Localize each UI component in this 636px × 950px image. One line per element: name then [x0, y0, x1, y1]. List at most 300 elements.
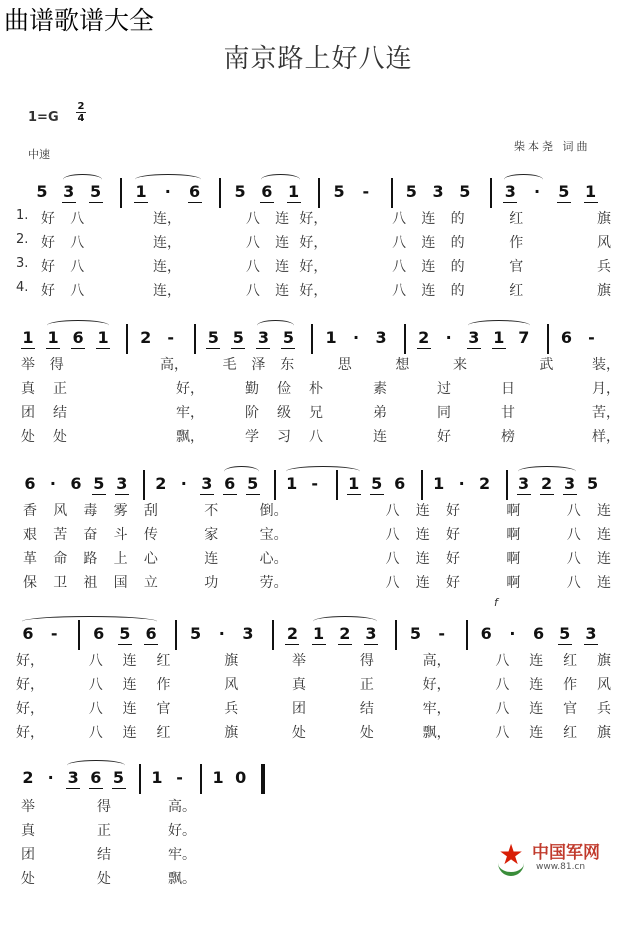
note: 5 [234, 182, 246, 201]
note: 5 [109, 768, 129, 787]
lyric-syllable: 官 [509, 259, 524, 275]
lyric-syllable: 兵 [597, 259, 611, 275]
bar-line [506, 470, 508, 500]
note: 1 [286, 474, 298, 493]
bar-line [120, 178, 122, 208]
leaf-icon [498, 858, 524, 876]
note: 0 [235, 768, 247, 787]
note: - [588, 328, 595, 347]
lyric-syllable: 旗 [597, 653, 611, 669]
lyric-syllable: 好 [41, 211, 55, 227]
lyric-syllable: 八 [495, 701, 510, 717]
slur [224, 466, 259, 477]
note: 2 [140, 328, 152, 347]
lyric-syllable: 的 [450, 259, 465, 275]
note: 5 [278, 328, 298, 347]
lyric-syllable: 真 [21, 823, 35, 839]
lyric-syllable: 八 [309, 429, 323, 445]
lyric-row [0, 524, 636, 546]
lyric-syllable: 飘， [176, 429, 204, 445]
note: 5 [405, 182, 417, 201]
note: · [534, 182, 541, 201]
lyric-syllable: 连 [421, 211, 436, 227]
slur [67, 760, 124, 771]
lyric-syllable: 作 [509, 235, 524, 251]
note: 5 [243, 474, 263, 493]
lyric-syllable: 连 [373, 429, 387, 445]
note: 5 [228, 328, 248, 347]
bar-line [126, 324, 128, 354]
lyric-syllable: 心。 [259, 551, 288, 567]
lyric-syllable: 作 [156, 677, 171, 693]
note: 2 [479, 474, 491, 493]
note: 6 [257, 182, 277, 201]
lyric-syllable: 红 [563, 653, 578, 669]
lyric-syllable: 高， [160, 357, 188, 373]
lyric-syllable: 榜 [501, 429, 515, 445]
note: 5 [409, 624, 422, 643]
lyric-syllable: 连 [122, 701, 137, 717]
lyric-syllable: 路 [83, 551, 98, 567]
lyric-syllable: 连 [275, 235, 290, 251]
lyric-syllable: 好， [299, 283, 328, 299]
note-row [0, 318, 636, 354]
note: 1 [284, 182, 304, 201]
slur [504, 174, 543, 185]
note: · [458, 474, 465, 493]
note: 2 [22, 768, 34, 787]
note: · [509, 624, 516, 643]
note: 1 [325, 328, 337, 347]
lyric-syllable: 风 [53, 503, 68, 519]
lyric-syllable: 得 [359, 653, 374, 669]
note: 1 [433, 474, 445, 493]
lyric-syllable: 连 [415, 527, 430, 543]
time-signature [76, 101, 86, 124]
note-row [0, 464, 636, 500]
lyric-row [0, 354, 636, 376]
verse-number: 1. [16, 208, 29, 223]
note: 5 [555, 624, 575, 643]
lyric-syllable: 红 [509, 211, 524, 227]
song-title: 南京路上好八连 [223, 44, 413, 74]
note: 1 [489, 328, 509, 347]
lyric-syllable: 八 [245, 259, 260, 275]
note: - [438, 624, 445, 643]
lyric-syllable: 啊 [506, 503, 521, 519]
note: 5 [189, 624, 202, 643]
lyric-syllable: 得 [97, 799, 111, 815]
note: 2 [335, 624, 355, 643]
lyric-syllable: 日 [501, 381, 515, 397]
lyric-syllable: 牢， [422, 701, 451, 717]
lyric-syllable: 官 [563, 701, 578, 717]
lyric-syllable: 八 [566, 575, 581, 591]
note: - [176, 768, 183, 787]
note-row [0, 614, 636, 650]
lyric-syllable: 连 [529, 701, 544, 717]
lyric-syllable: 处 [359, 725, 374, 741]
lyric-syllable: 八 [385, 551, 400, 567]
bar-line [395, 620, 397, 650]
note: 5 [367, 474, 387, 493]
lyric-syllable: 好 [445, 551, 460, 567]
lyric-syllable: 不 [204, 503, 219, 519]
lyric-syllable: 的 [450, 283, 465, 299]
slur [468, 320, 530, 331]
lyric-syllable: 连 [415, 575, 430, 591]
lyric-syllable: 正 [53, 381, 67, 397]
lyric-syllable: 好， [16, 677, 44, 693]
lyric-syllable: 兄 [309, 405, 323, 421]
lyric-syllable: 的 [450, 211, 465, 227]
lyric-row [0, 426, 636, 448]
lyric-syllable: 连 [122, 653, 137, 669]
verse-number: 3. [16, 256, 29, 271]
lyric-syllable: 八 [88, 701, 103, 717]
note: 6 [532, 624, 545, 643]
lyric-syllable: 连 [415, 551, 430, 567]
lyric-syllable: 处 [53, 429, 67, 445]
lyric-syllable: 八 [392, 259, 407, 275]
lyric-syllable: 斗 [113, 527, 128, 543]
lyric-syllable: 苦 [53, 527, 68, 543]
lyric-syllable: 处 [21, 429, 35, 445]
lyric-syllable: 好 [445, 503, 460, 519]
time-denominator: 4 [77, 113, 85, 124]
lyric-syllable: 朴 [309, 381, 323, 397]
lyric-syllable: 处 [292, 725, 307, 741]
lyric-syllable: 举 [292, 653, 307, 669]
lyric-syllable: 旗 [597, 725, 611, 741]
bar-line [139, 764, 141, 794]
lyric-syllable: 连 [275, 283, 290, 299]
bar-line [391, 178, 393, 208]
slur [63, 174, 102, 185]
lyric-syllable: 保 [23, 575, 37, 591]
lyric-syllable: 勤 [245, 381, 259, 397]
lyric-syllable: 思 [337, 357, 352, 373]
lyric-syllable: 八 [385, 575, 400, 591]
lyric-syllable: 八 [88, 725, 103, 741]
note: 6 [24, 474, 36, 493]
lyric-row [0, 378, 636, 400]
lyric-syllable: 八 [495, 653, 510, 669]
note: 6 [220, 474, 240, 493]
lyric-syllable: 八 [566, 551, 581, 567]
note: - [50, 624, 58, 643]
lyric-syllable: 连， [153, 211, 182, 227]
lyric-syllable: 同 [437, 405, 451, 421]
lyric-syllable: 好 [41, 259, 55, 275]
lyric-syllable: 兵 [224, 701, 239, 717]
lyric-syllable: 劳。 [259, 575, 288, 591]
lyric-syllable: 装， [592, 357, 620, 373]
note: 1 [309, 624, 329, 643]
lyric-syllable: 香 [23, 503, 37, 519]
lyric-syllable: 毒 [83, 503, 98, 519]
note-row [0, 758, 636, 794]
note: 3 [59, 182, 79, 201]
lyric-syllable: 啊 [506, 575, 521, 591]
note: 5 [86, 182, 106, 201]
lyric-syllable: 旗 [597, 211, 611, 227]
lyric-syllable: 八 [70, 259, 85, 275]
lyric-syllable: 素 [373, 381, 387, 397]
lyric-syllable: 牢， [176, 405, 204, 421]
tempo-marking: 中速 [28, 148, 50, 161]
lyric-syllable: 连 [122, 677, 137, 693]
lyric-syllable: 心 [143, 551, 158, 567]
lyric-syllable: 命 [53, 551, 68, 567]
note: 6 [93, 624, 105, 643]
lyric-syllable: 牢。 [168, 847, 196, 863]
lyric-syllable: 八 [245, 235, 260, 251]
lyric-row [0, 722, 636, 744]
lyric-row [0, 796, 636, 818]
red-star-icon: ★ [498, 838, 524, 871]
slur [261, 174, 300, 185]
note: 6 [86, 768, 106, 787]
lyric-syllable: 八 [495, 725, 510, 741]
lyric-syllable: 好， [299, 235, 328, 251]
lyric-syllable: 八 [566, 527, 581, 543]
lyric-syllable: 习 [277, 429, 291, 445]
lyric-syllable: 连 [529, 725, 544, 741]
slur [135, 174, 201, 185]
lyric-syllable: 八 [392, 211, 407, 227]
lyric-syllable: 八 [88, 653, 103, 669]
lyric-syllable: 连 [597, 527, 611, 543]
lyric-syllable: 阶 [245, 405, 259, 421]
lyric-row [0, 650, 636, 672]
lyric-syllable: 连 [275, 211, 290, 227]
lyric-syllable: 连 [204, 551, 219, 567]
note-row [0, 172, 636, 208]
lyric-row [0, 500, 636, 522]
lyric-syllable: 月， [592, 381, 620, 397]
watermark-url: www.81.cn [536, 862, 586, 872]
note: 3 [432, 182, 444, 201]
lyric-syllable: 八 [495, 677, 510, 693]
lyric-syllable: 高。 [168, 799, 196, 815]
note: - [362, 182, 370, 201]
note: · [218, 624, 225, 643]
note: · [180, 474, 187, 493]
key-signature: 1=G [28, 110, 59, 125]
lyric-syllable: 举 [21, 357, 35, 373]
lyric-row [0, 548, 636, 570]
lyric-syllable: 连 [421, 283, 436, 299]
lyric-row [0, 674, 636, 696]
lyric-syllable: 八 [70, 211, 85, 227]
note: 7 [518, 328, 530, 347]
note: 2 [414, 328, 434, 347]
lyric-syllable: 兵 [597, 701, 611, 717]
note: 1 [212, 768, 224, 787]
lyric-syllable: 好 [445, 527, 460, 543]
lyric-syllable: 八 [245, 283, 260, 299]
lyric-syllable: 啊 [506, 527, 521, 543]
lyric-syllable: 过 [437, 381, 451, 397]
note: - [311, 474, 319, 493]
note: 5 [554, 182, 574, 201]
lyric-syllable: 传 [143, 527, 158, 543]
lyric-syllable: 真 [21, 381, 35, 397]
note: - [167, 328, 175, 347]
note: 6 [70, 474, 82, 493]
lyric-syllable: 真 [292, 677, 307, 693]
note: · [353, 328, 360, 347]
note: 5 [459, 182, 471, 201]
bar-line [175, 620, 177, 650]
time-numerator: 2 [77, 101, 85, 112]
lyric-syllable: 八 [392, 235, 407, 251]
lyric-syllable: 雾 [113, 503, 128, 519]
note: 1 [131, 182, 151, 201]
note: · [164, 182, 171, 201]
lyric-syllable: 好 [41, 283, 55, 299]
lyric-syllable: 八 [385, 527, 400, 543]
lyric-syllable: 连， [153, 283, 182, 299]
lyric-syllable: 得 [49, 357, 64, 373]
note: 1 [93, 328, 113, 347]
lyric-syllable: 红 [156, 725, 171, 741]
note: 6 [185, 182, 205, 201]
lyric-syllable: 举 [21, 799, 35, 815]
lyric-syllable: 处 [21, 871, 35, 887]
lyric-row [0, 698, 636, 720]
note: 6 [68, 328, 88, 347]
lyric-syllable: 好， [299, 259, 328, 275]
lyric-syllable: 结 [53, 405, 67, 421]
lyric-syllable: 级 [277, 405, 291, 421]
verse-number: 2. [16, 232, 29, 247]
lyric-row [0, 256, 636, 278]
lyric-syllable: 连 [415, 503, 430, 519]
lyric-syllable: 家 [204, 527, 219, 543]
lyric-syllable: 结 [97, 847, 111, 863]
bar-line [547, 324, 549, 354]
slur [22, 616, 157, 627]
lyric-syllable: 奋 [83, 527, 98, 543]
note: 1 [18, 328, 38, 347]
lyric-syllable: 团 [21, 847, 35, 863]
lyric-syllable: 好， [176, 381, 204, 397]
note: · [49, 474, 56, 493]
lyric-syllable: 革 [23, 551, 37, 567]
lyric-row [0, 402, 636, 424]
note: 3 [197, 474, 217, 493]
lyric-syllable: 国 [113, 575, 128, 591]
lyric-row [0, 232, 636, 254]
lyric-syllable: 好， [16, 653, 44, 669]
note: 1 [581, 182, 601, 201]
note: · [47, 768, 54, 787]
lyric-syllable: 飘。 [168, 871, 196, 887]
lyric-syllable: 立 [143, 575, 158, 591]
lyric-syllable: 八 [385, 503, 400, 519]
lyric-syllable: 好， [299, 211, 328, 227]
lyric-syllable: 啊 [506, 551, 521, 567]
lyric-syllable: 甘 [501, 405, 515, 421]
lyric-syllable: 八 [70, 235, 85, 251]
bar-line [200, 764, 202, 794]
lyric-syllable: 旗 [224, 725, 239, 741]
lyric-syllable: 红 [156, 653, 171, 669]
lyric-syllable: 连 [122, 725, 137, 741]
note: 5 [115, 624, 135, 643]
lyric-syllable: 连， [153, 235, 182, 251]
note: 6 [141, 624, 161, 643]
lyric-syllable: 处 [97, 871, 111, 887]
note: 6 [22, 624, 34, 643]
lyric-syllable: 艰 [23, 527, 37, 543]
lyric-syllable: 连 [529, 677, 544, 693]
note: 2 [155, 474, 167, 493]
lyric-syllable: 结 [359, 701, 374, 717]
lyric-syllable: 团 [292, 701, 307, 717]
note: 2 [282, 624, 302, 643]
slur [257, 320, 294, 331]
lyric-syllable: 泽 [251, 357, 266, 373]
lyric-syllable: 功 [204, 575, 219, 591]
note: 3 [361, 624, 381, 643]
final-bar-line [261, 764, 265, 794]
lyric-syllable: 红 [563, 725, 578, 741]
note: 5 [333, 182, 345, 201]
lyric-row [0, 572, 636, 594]
lyric-syllable: 苦， [592, 405, 620, 421]
bar-line [274, 470, 276, 500]
note: 3 [253, 328, 273, 347]
lyric-syllable: 宝。 [259, 527, 288, 543]
watermark-logo [496, 836, 626, 880]
note: 3 [63, 768, 83, 787]
lyric-syllable: 连 [529, 653, 544, 669]
note: 5 [203, 328, 223, 347]
lyric-syllable: 正 [359, 677, 374, 693]
lyric-row [0, 208, 636, 230]
bar-line [466, 620, 468, 650]
note: 3 [500, 182, 520, 201]
lyric-syllable: 好。 [168, 823, 196, 839]
lyric-syllable: 作 [563, 677, 578, 693]
lyric-syllable: 团 [21, 405, 35, 421]
note: 6 [480, 624, 492, 643]
bar-line [421, 470, 423, 500]
slur [313, 616, 377, 627]
lyric-syllable: 样， [592, 429, 620, 445]
lyric-syllable: 卫 [53, 575, 68, 591]
lyric-syllable: 的 [450, 235, 465, 251]
note: 3 [464, 328, 484, 347]
note: 3 [375, 328, 387, 347]
lyric-syllable: 武 [539, 357, 554, 373]
lyric-syllable: 俭 [277, 381, 291, 397]
lyric-syllable: 想 [395, 357, 410, 373]
lyric-syllable: 连 [597, 575, 611, 591]
slur [286, 466, 360, 477]
lyric-syllable: 好 [437, 429, 451, 445]
credit-line: 柴本尧 词曲 [514, 140, 591, 153]
slur [518, 466, 576, 477]
note: 3 [112, 474, 132, 493]
note: 2 [537, 474, 557, 493]
lyric-syllable: 旗 [224, 653, 239, 669]
bar-line [490, 178, 492, 208]
verse-number: 4. [16, 280, 29, 295]
